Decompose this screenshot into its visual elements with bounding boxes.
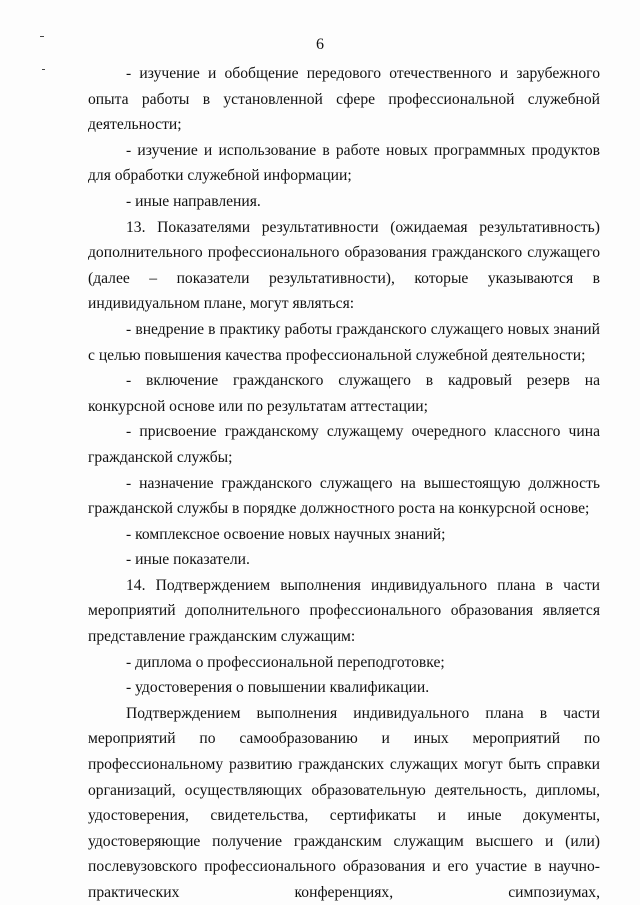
paragraph-11: 14. Подтверждением выполнения индивидуального плана в части мероприятий дополнительного профессионального образования является представление гражданским служащим:: [88, 576, 600, 646]
paragraph-3: - иные направления.: [126, 192, 261, 210]
paragraph-6: - включение гражданского служащего в кадровый резерв на конкурсной основе или по результатам аттестации;: [88, 372, 600, 415]
paragraph-8: - назначение гражданского служащего на вышестоящую должность гражданской службы в порядке должностного роста на конкурсной основе;: [88, 474, 600, 518]
page-number: 6: [316, 36, 324, 53]
paragraph-5: - внедрение в практику работы гражданского служащего новых знаний с целью повышения качества профессиональной служебной деятельности;: [88, 320, 600, 364]
document-body: [88, 61, 600, 906]
paragraph-4: 13. Показателями результативности (ожидаемая результативность) дополнительного профессионального образования гражданского служащего (далее – показатели результативности), которые указываются в индивидуальном плане, могут являться:: [88, 218, 600, 313]
paragraph-2: - изучение и использование в работе новых программных продуктов для обработки служебной информации;: [88, 141, 600, 185]
paragraph-7: - присвоение гражданскому служащему очередного классного чина гражданской службы;: [88, 423, 600, 466]
paragraph-12: - диплома о профессиональной переподготовке;: [126, 653, 445, 671]
paragraph-14: Подтверждением выполнения индивидуального плана в части мероприятий по самообразованию и иных мероприятий по профессиональному развитию гражданских служащих могут быть справки организаций, осуществляющих образовательную деятельность, дипломы, удостоверения, свидетельства, сертификаты и иные документы, удостоверяющие получение гражданским служащим высшего и (или) послевузовского профессионального образования и его участие в научно-практических конференциях, симпозиумах,: [88, 704, 600, 901]
paragraph-9: - комплексное освоение новых научных знаний;: [126, 525, 446, 543]
paragraph-10: - иные показатели.: [126, 551, 250, 569]
scan-mark-middle: [42, 69, 45, 70]
paragraph-1: - изучение и обобщение передового отечественного и зарубежного опыта работы в установленной сфере профессиональной служебной деятельности;: [88, 65, 600, 134]
paragraph-13: - удостоверения о повышении квалификации.: [126, 679, 430, 697]
